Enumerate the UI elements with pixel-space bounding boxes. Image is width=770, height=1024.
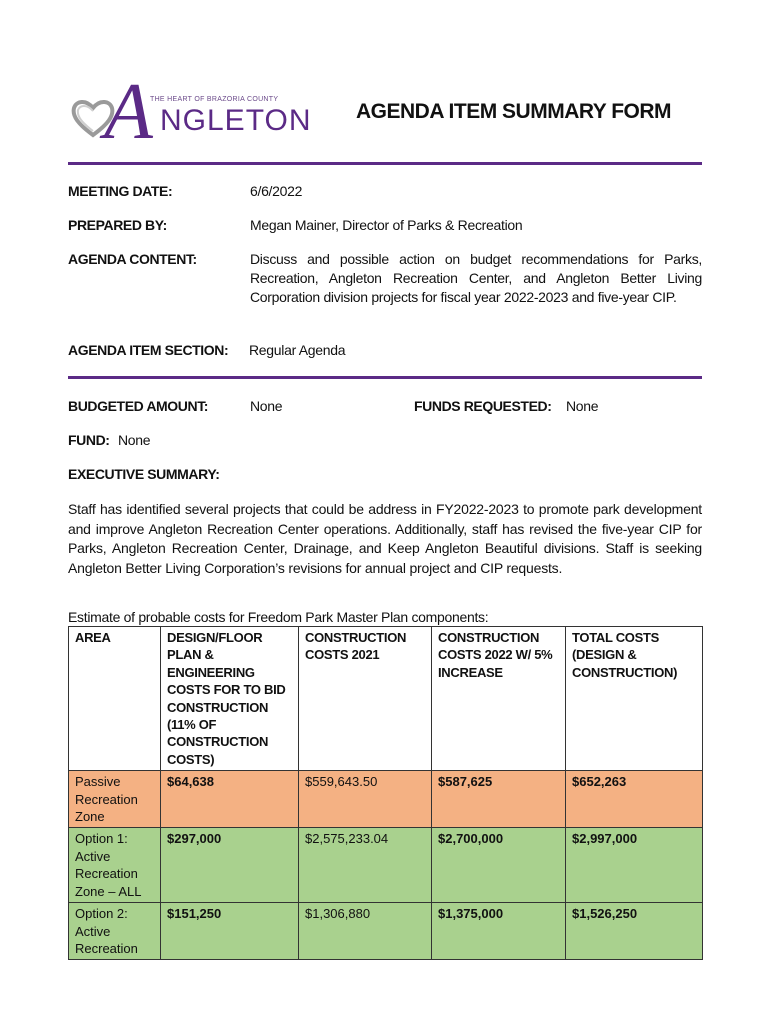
- section-divider: [68, 376, 702, 379]
- cell-cost-2021: $559,643.50: [299, 771, 432, 828]
- table-row: [69, 771, 703, 828]
- budgeted-amount-value: None: [250, 398, 283, 414]
- cell-cost-2021: $1,306,880: [299, 903, 432, 960]
- header-construction-2022: CONSTRUCTION COSTS 2022 W/ 5% INCREASE: [432, 627, 566, 771]
- funds-requested-label: FUNDS REQUESTED:: [414, 398, 552, 414]
- table-header-row: [69, 627, 703, 771]
- header-construction-2021: CONSTRUCTION COSTS 2021: [299, 627, 432, 771]
- executive-summary-text: Staff has identified several projects that could be address in FY2022-2023 to promote park development and improve Angleton Recreation Center operations. Additionally, staff has revised the five-year CIP for Parks, Angleton Recreation Center, Drainage, and Keep Angleton Beautiful divisions. Staff is seeking Angleton Better Living Corporation’s revisions for annual project and CIP requests.: [68, 501, 702, 576]
- cell-area: Option 1: Active Recreation Zone – ALL: [69, 828, 161, 903]
- prepared-by-label: PREPARED BY:: [68, 217, 167, 233]
- meeting-date-value: 6/6/2022: [250, 183, 303, 199]
- header-total: TOTAL COSTS (DESIGN & CONSTRUCTION): [566, 627, 703, 771]
- agenda-content-value: Discuss and possible action on budget recommendations for Parks, Recreation, Angleton Recreation Center, and Angleton Better Living Corporation division projects for fiscal year 2022-2023 and five-year CIP.: [250, 251, 702, 305]
- header-area: AREA: [69, 627, 161, 771]
- logo-tagline: THE HEART OF BRAZORIA COUNTY: [150, 96, 279, 103]
- cost-estimate-table: [68, 626, 703, 960]
- meeting-date-label: MEETING DATE:: [68, 183, 173, 199]
- table-row: [69, 828, 703, 903]
- header-design: DESIGN/FLOOR PLAN & ENGINEERING COSTS FOR TO BID CONSTRUCTION (11% OF CONSTRUCTION COSTS): [161, 627, 299, 771]
- cell-cost-2022: $587,625: [432, 771, 566, 828]
- table-row: [69, 903, 703, 960]
- agenda-section-value: Regular Agenda: [249, 342, 346, 358]
- fund-value: None: [118, 432, 151, 448]
- funds-requested-value: None: [566, 398, 599, 414]
- cell-area: Option 2: Active Recreation: [69, 903, 161, 960]
- budgeted-amount-label: BUDGETED AMOUNT:: [68, 398, 209, 414]
- table-caption: Estimate of probable costs for Freedom Park Master Plan components:: [68, 609, 489, 625]
- cell-total: $1,526,250: [566, 903, 703, 960]
- cell-total: $2,997,000: [566, 828, 703, 903]
- fund-label: FUND:: [68, 432, 110, 448]
- cell-cost-2022: $2,700,000: [432, 828, 566, 903]
- cell-area: Passive Recreation Zone: [69, 771, 161, 828]
- cell-design: $151,250: [161, 903, 299, 960]
- executive-summary-label: EXECUTIVE SUMMARY:: [68, 466, 220, 482]
- form-title: AGENDA ITEM SUMMARY FORM: [356, 100, 672, 123]
- cell-cost-2021: $2,575,233.04: [299, 828, 432, 903]
- agenda-content-label: AGENDA CONTENT:: [68, 251, 197, 267]
- logo-initial: A: [104, 68, 153, 156]
- logo-wordmark: NGLETON: [160, 104, 312, 137]
- prepared-by-value: Megan Mainer, Director of Parks & Recreation: [250, 217, 523, 233]
- cell-design: $64,638: [161, 771, 299, 828]
- cell-design: $297,000: [161, 828, 299, 903]
- angleton-logo: [68, 68, 312, 156]
- cell-cost-2022: $1,375,000: [432, 903, 566, 960]
- agenda-section-label: AGENDA ITEM SECTION:: [68, 342, 229, 358]
- cell-total: $652,263: [566, 771, 703, 828]
- header-divider: [68, 162, 702, 165]
